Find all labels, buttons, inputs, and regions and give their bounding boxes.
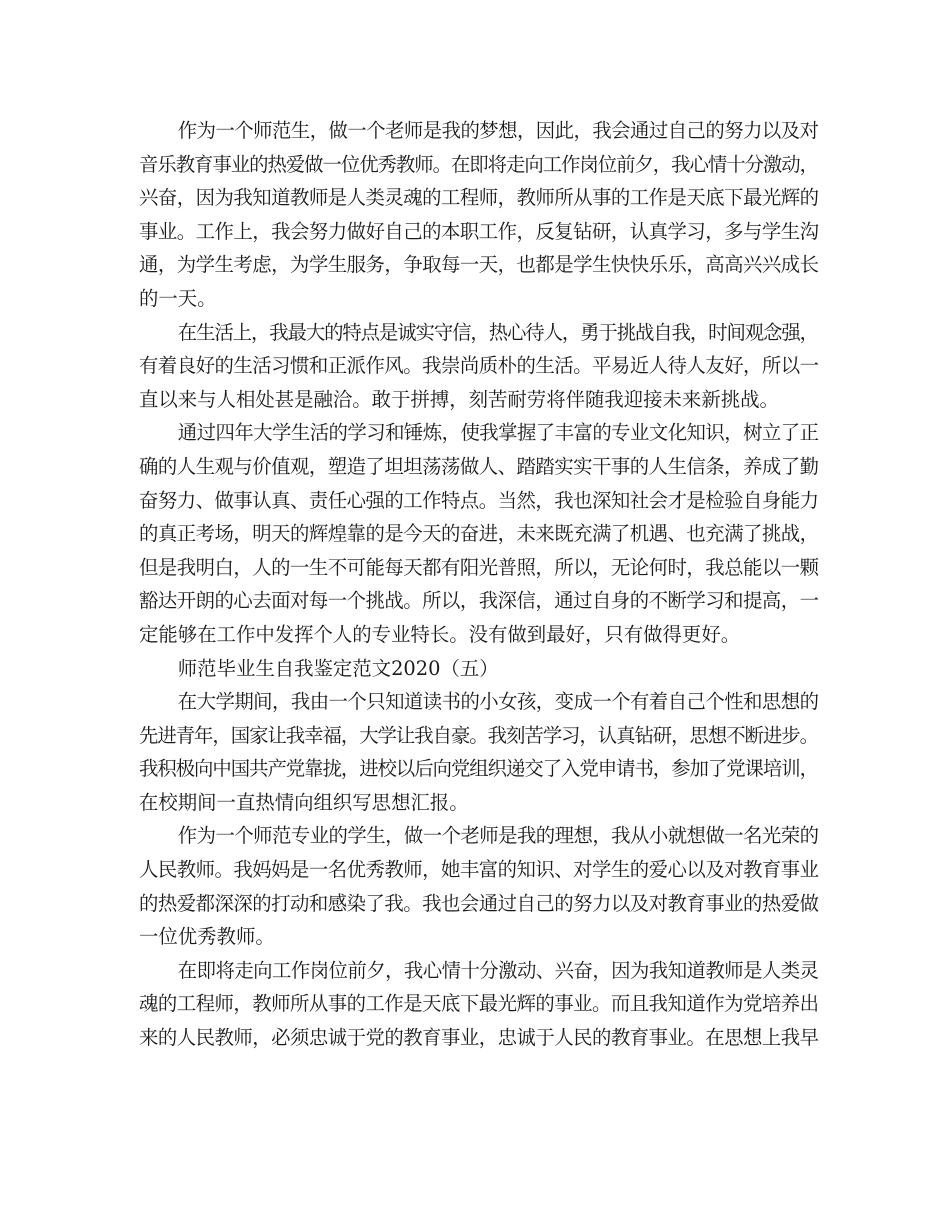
text-line: 确的人生观与价值观，塑造了坦坦荡荡做人、踏踏实实干事的人生信条，养成了勤 [139,454,819,478]
document-body [139,114,819,1055]
text-line: 人民教师。我妈妈是一名优秀教师，她丰富的知识、对学生的爱心以及对教育事业 [139,858,819,882]
text-line: 的热爱都深深的打动和感染了我。我也会通过自己的努力以及对教育事业的热爱做 [139,891,819,915]
text-line: 的一天。 [139,286,217,310]
text-line: 在校期间一直热情向组织写思想汇报。 [139,790,469,814]
text-line: 一位优秀教师。 [139,925,275,949]
text-line: 在生活上，我最大的特点是诚实守信，热心待人，勇于挑战自我，时间观念强， [177,320,818,344]
text-line: 作为一个师范专业的学生，做一个老师是我的理想，我从小就想做一名光荣的 [177,824,819,848]
text-line: 先进青年，国家让我幸福，大学让我自豪。我刻苦学习，认真钻研，思想不断进步。 [139,723,818,747]
text-line: 事业。工作上，我会努力做好自己的本职工作，反复钻研，认真学习，多与学生沟 [139,219,819,243]
text-line: 直以来与人相处甚是融洽。敢于拼搏，刻苦耐劳将伴随我迎接未来新挑战。 [139,387,779,411]
text-line: 豁达开朗的心去面对每一个挑战。所以，我深信，通过自身的不断学习和提高，一 [139,589,819,613]
text-line: 定能够在工作中发挥个人的专业特长。没有做到最好，只有做得更好。 [139,622,741,646]
text-line: 在即将走向工作岗位前夕，我心情十分激动、兴奋，因为我知道教师是人类灵 [177,958,819,982]
text-line: 在大学期间，我由一个只知道读书的小女孩，变成一个有着自己个性和思想的 [177,690,819,714]
text-line: 但是我明白，人的一生不可能每天都有阳光普照，所以，无论何时，我总能以一颗 [139,555,819,579]
text-line: 魂的工程师，教师所从事的工作是天底下最光辉的事业。而且我知道作为党培养出 [139,992,819,1016]
text-line: 我积极向中国共产党靠拢，进校以后向党组织递交了入党申请书，参加了党课培训， [139,757,818,781]
text-line: 音乐教育事业的热爱做一位优秀教师。在即将走向工作岗位前夕，我心情十分激动， [139,152,818,176]
section-heading: 师范毕业生自我鉴定范文2020（五） [177,656,499,680]
text-line: 有着良好的生活习惯和正派作风。我崇尚质朴的生活。平易近人待人友好，所以一 [139,354,819,378]
text-line: 作为一个师范生，做一个老师是我的梦想，因此，我会通过自己的努力以及对 [177,119,819,142]
text-line: 兴奋，因为我知道教师是人类灵魂的工程师，教师所从事的工作是天底下最光辉的 [139,186,819,210]
text-line: 来的人民教师，必须忠诚于党的教育事业，忠诚于人民的教育事业。在思想上我早 [139,1026,819,1050]
text-line: 通，为学生考虑，为学生服务，争取每一天，也都是学生快快乐乐，高高兴兴成长 [139,253,819,277]
text-line: 奋努力、做事认真、责任心强的工作特点。当然，我也深知社会才是检验自身能力 [139,488,819,512]
text-line: 的真正考场，明天的辉煌靠的是今天的奋进，未来既充满了机遇、也充满了挑战， [139,522,819,546]
text-line: 通过四年大学生活的学习和锤炼，使我掌握了丰富的专业文化知识，树立了正 [177,421,819,445]
